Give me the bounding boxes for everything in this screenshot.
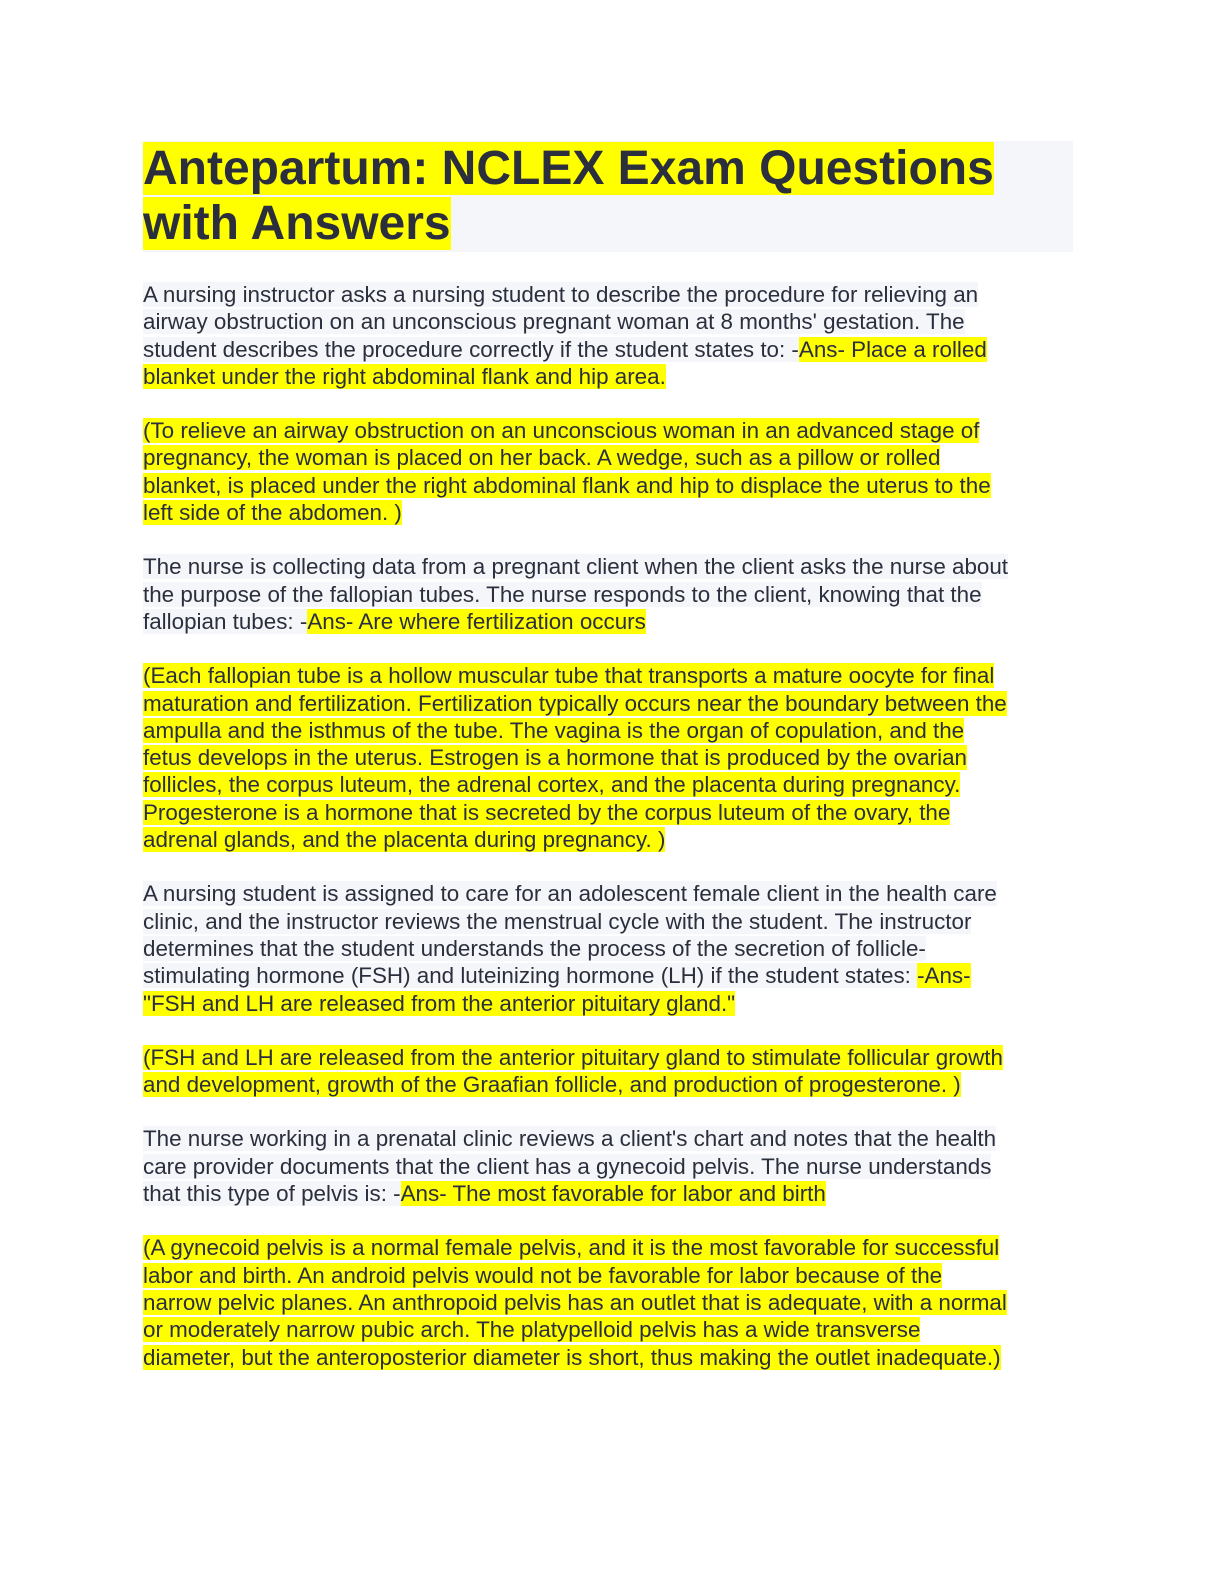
explanation-4 <box>143 1234 1073 1370</box>
question-text: fallopian tubes: - <box>143 608 308 634</box>
explanation-1 <box>143 417 1073 526</box>
answer-text: "FSH and LH are released from the anterior pituitary gland." <box>143 990 736 1016</box>
question-text: that this type of pelvis is: - <box>143 1181 401 1207</box>
explanation-text: maturation and fertilization. Fertilization typically occurs near the boundary between the <box>143 690 1007 716</box>
question-1 <box>143 281 1073 390</box>
explanation-3 <box>143 1044 1073 1099</box>
question-text: care provider documents that the client has a gynecoid pelvis. The nurse understands <box>143 1153 992 1179</box>
question-text: The nurse working in a prenatal clinic reviews a client's chart and notes that the health <box>143 1126 997 1152</box>
answer-text: -Ans- <box>917 963 971 989</box>
explanation-text: blanket, is placed under the right abdominal flank and hip to displace the uterus to the <box>143 472 991 498</box>
explanation-text: or moderately narrow pubic arch. The platypelloid pelvis has a wide transverse <box>143 1317 921 1343</box>
explanation-text: pregnancy, the woman is placed on her back. A wedge, such as a pillow or rolled <box>143 445 941 471</box>
question-text: airway obstruction on an unconscious pregnant woman at 8 months' gestation. The <box>143 309 965 335</box>
explanation-text: labor and birth. An android pelvis would not be favorable for labor because of the <box>143 1262 943 1288</box>
title-block <box>143 141 1073 252</box>
answer-text: blanket under the right abdominal flank and hip area. <box>143 363 666 389</box>
answer-text: Ans- Place a rolled <box>798 336 987 362</box>
explanation-text: narrow pelvic planes. An anthropoid pelvis has an outlet that is adequate, with a normal <box>143 1289 1007 1315</box>
question-text: stimulating hormone (FSH) and luteinizing hormone (LH) if the student states: <box>143 963 918 989</box>
question-text: A nursing student is assigned to care for an adolescent female client in the health care <box>143 881 997 907</box>
explanation-text: (FSH and LH are released from the anterior pituitary gland to stimulate follicular growth <box>143 1044 1003 1070</box>
title-line-2: with Answers <box>143 197 451 250</box>
question-text: The nurse is collecting data from a pregnant client when the client asks the nurse about <box>143 554 1009 580</box>
explanation-text: ampulla and the isthmus of the tube. The vagina is the organ of copulation, and the <box>143 717 965 743</box>
answer-text: Ans- The most favorable for labor and birth <box>400 1181 826 1207</box>
explanation-text: (Each fallopian tube is a hollow muscular tube that transports a mature oocyte for final <box>143 663 995 689</box>
explanation-text: and development, growth of the Graafian follicle, and production of progesterone. ) <box>143 1072 961 1098</box>
question-text: clinic, and the instructor reviews the menstrual cycle with the student. The instructor <box>143 908 972 934</box>
explanation-2 <box>143 662 1073 853</box>
question-text: determines that the student understands the process of the secretion of follicle- <box>143 935 926 961</box>
explanation-text: fetus develops in the uterus. Estrogen is a hormone that is produced by the ovarian <box>143 745 967 771</box>
page-title <box>143 141 1073 251</box>
document-page <box>143 141 1073 1371</box>
question-4 <box>143 1125 1073 1207</box>
explanation-text: follicles, the corpus luteum, the adrenal cortex, and the placenta during pregnancy. <box>143 772 961 798</box>
question-2 <box>143 553 1073 635</box>
answer-text: Ans- Are where fertilization occurs <box>307 608 646 634</box>
question-text: student describes the procedure correctly if the student states to: - <box>143 336 799 362</box>
explanation-text: left side of the abdomen. ) <box>143 500 402 526</box>
question-text: A nursing instructor asks a nursing student to describe the procedure for relieving an <box>143 282 979 307</box>
question-3 <box>143 880 1073 1016</box>
explanation-text: (To relieve an airway obstruction on an unconscious woman in an advanced stage of <box>143 418 980 444</box>
explanation-text: Progesterone is a hormone that is secreted by the corpus luteum of the ovary, the <box>143 799 951 825</box>
title-line-1: Antepartum: NCLEX Exam Questions <box>143 142 994 195</box>
explanation-text: (A gynecoid pelvis is a normal female pelvis, and it is the most favorable for successful <box>143 1235 1000 1261</box>
explanation-text: diameter, but the anteroposterior diameter is short, thus making the outlet inadequate.) <box>143 1344 1001 1370</box>
question-text: the purpose of the fallopian tubes. The nurse responds to the client, knowing that the <box>143 581 982 607</box>
explanation-text: adrenal glands, and the placenta during pregnancy. ) <box>143 827 666 853</box>
